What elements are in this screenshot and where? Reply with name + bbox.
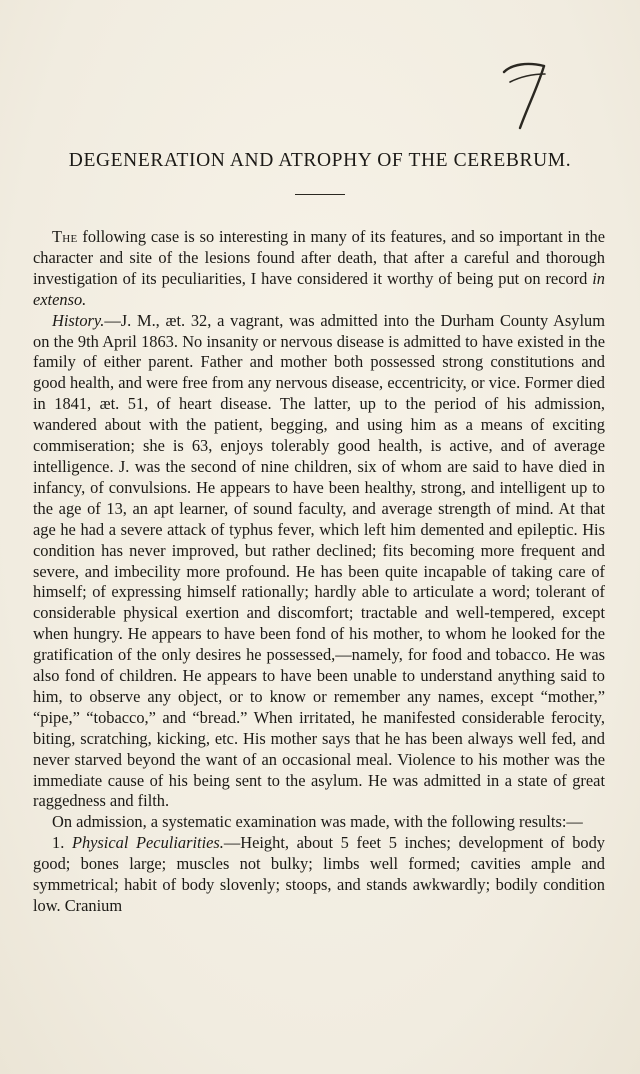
lead-word: The <box>52 227 78 246</box>
section-label: Physical Peculiarities. <box>71 833 224 853</box>
italic-phrase: in extenso. <box>33 268 605 309</box>
paragraph-text: —J. M., æt. 32, a vagrant, was admitted into the Durham County Asylum on the 9th April 1863. No insanity or nervous disease is admitted to have existed in the family of either parent. Father and mother both possessed strong constitutions and good health, and were free from any nervous disease, eccentricity, or vice. Former died in 1841, æt. 51, of heart disease. The latter, up to the period of his admission, wandered about with the patient, begging, and using him as a means of exciting commiseration; she is 63, enjoys tolerably good health, is active, and of average intelligence. J. was the second of nine children, six of whom are said to have died in infancy, of convulsions. He appears to have been healthy, strong, and intelligent up to the age of 13, an apt learner, of sound faculty, and average strength of mind. At that age he had a severe attack of typhus fever, which left him demented and epileptic. His condition has never improved, but rather declined; fits becoming more frequent and severe, and imbecility more profound. He has been quite incapable of taking care of himself; of expressing himself rationally; hardly able to articulate a word; tolerant of considerable physical exertion and discomfort; tractable and well-tempered, except when hungry. He appears to have been fond of his mother, to whom he looked for the gratification of the only desires he possessed,—namely, for food and tobacco. He was also fond of children. He appears to have been unable to understand anything said to him, to observe any object, or to know or remember any names, except “mother,” “pipe,” “tobacco,” and “bread.” When irritated, he manifested considerable ferocity, biting, scratching, kicking, etc. His mother says that he has been always well fed, and never starved beyond the want of an occasional meal. Violence to his mother was the immediate cause of his being sent to the asylum. He was admitted in a state of great raggedness and filth. <box>33 310 605 811</box>
paragraph-text: following case is so interesting in many of its features, and so important in the character and site of the lesions found after death, that after a careful and thorough investigation of its peculiarities, I have considered it worthy of being put on record <box>33 227 605 288</box>
physical-paragraph <box>33 833 605 917</box>
intro-paragraph <box>33 227 605 311</box>
title-divider <box>295 194 345 195</box>
section-label: History. <box>52 310 105 330</box>
admission-paragraph <box>33 812 605 833</box>
history-paragraph <box>33 311 605 813</box>
item-number: 1. <box>52 833 65 853</box>
paragraph-text: On admission, a systematic examination was made, with the following results:— <box>52 812 583 832</box>
article-body <box>33 227 605 917</box>
page-title: DEGENERATION AND ATROPHY OF THE CEREBRUM. <box>68 150 572 171</box>
handwritten-page-number <box>498 58 550 132</box>
paragraph-text: —Height, about 5 feet 5 inches; development of body good; bones large; muscles not bulky; limbs well formed; cavities ample and symmetrical; habit of body slovenly; stoops, and stands awkwardly; bodily condition low. Cranium <box>33 833 605 915</box>
